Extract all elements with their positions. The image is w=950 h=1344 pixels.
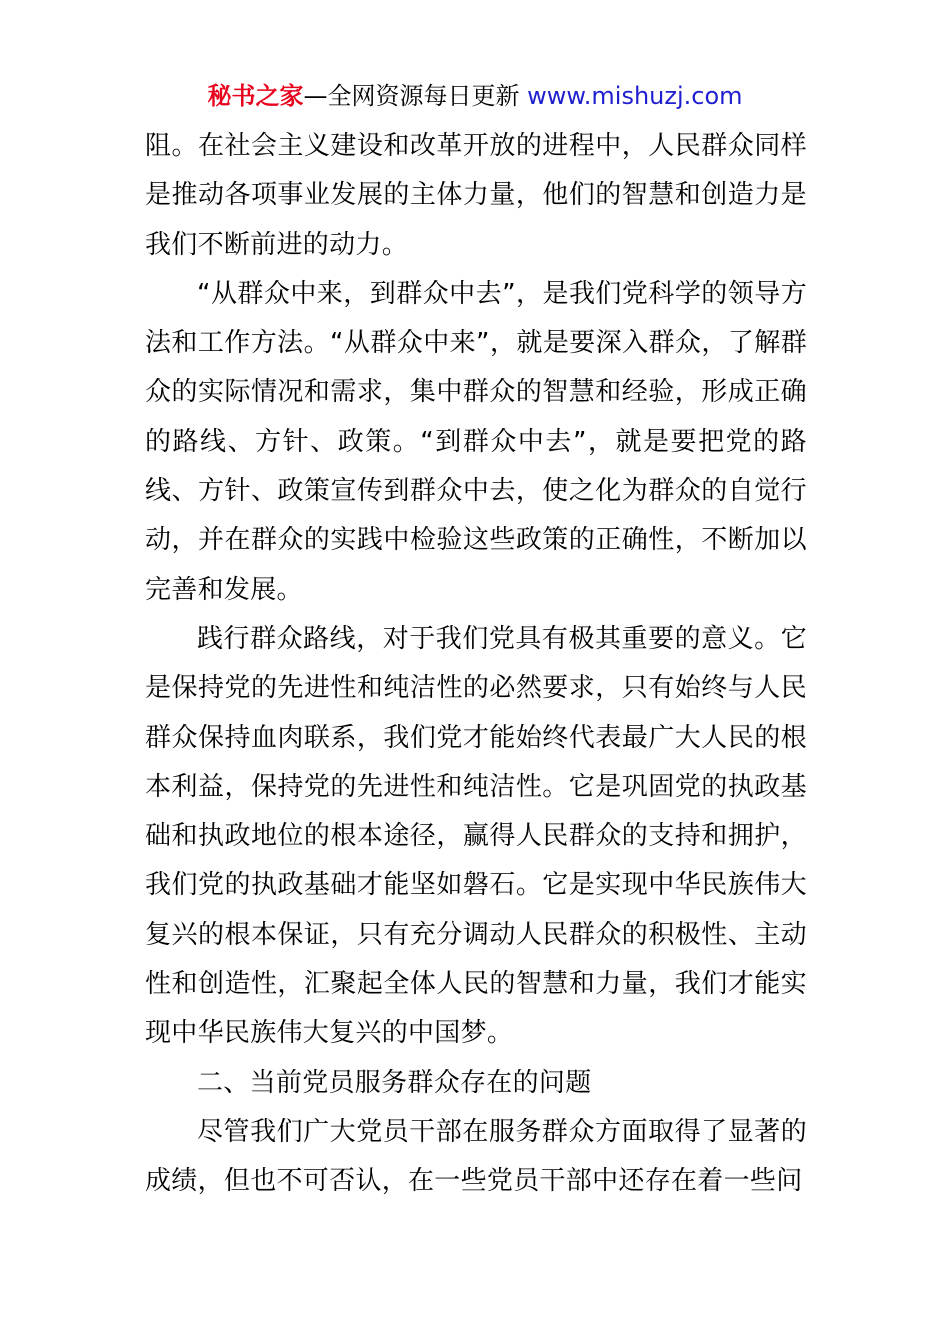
page-header xyxy=(0,78,950,114)
paragraph-mass-line-method: “从群众中来，到群众中去”，是我们党科学的领导方法和工作方法。“从群众中来”，就是要深入群众，了解群众的实际情况和需求，集中群众的智慧和经验，形成正确的路线、方针、政策。“到群众中去”，就是要把党的路线、方针、政策宣传到群众中去，使之化为群众的自觉行动，并在群众的实践中检验这些政策的正确性，不断加以完善和发展。 xyxy=(145,278,807,605)
header-url-link[interactable]: www.mishuzj.com xyxy=(527,82,743,110)
header-brand: 秘书之家 xyxy=(207,82,304,110)
document-body xyxy=(145,122,807,1207)
paragraph-mass-line-significance: 践行群众路线，对于我们党具有极其重要的意义。它是保持党的先进性和纯洁性的必然要求，只有始终与人民群众保持血肉联系，我们党才能始终代表最广大人民的根本利益，保持党的先进性和纯洁性。它是巩固党的执政基础和执政地位的根本途径，赢得人民群众的支持和拥护，我们党的执政基础才能坚如磐石。它是实现中华民族伟大复兴的根本保证，只有充分调动人民群众的积极性、主动性和创造性，汇聚起全体人民的智慧和力量，我们才能实现中华民族伟大复兴的中国梦。 xyxy=(145,623,807,1049)
header-tagline: —全网资源每日更新 xyxy=(303,82,520,110)
paragraph-continuation: 阻。在社会主义建设和改革开放的进程中，人民群众同样是推动各项事业发展的主体力量，他们的智慧和创造力是我们不断前进的动力。 xyxy=(145,131,807,260)
paragraph-problems-intro: 尽管我们广大党员干部在服务群众方面取得了显著的成绩，但也不可否认，在一些党员干部中还存在着一些问 xyxy=(145,1116,807,1197)
section-heading: 二、当前党员服务群众存在的问题 xyxy=(197,1067,592,1098)
